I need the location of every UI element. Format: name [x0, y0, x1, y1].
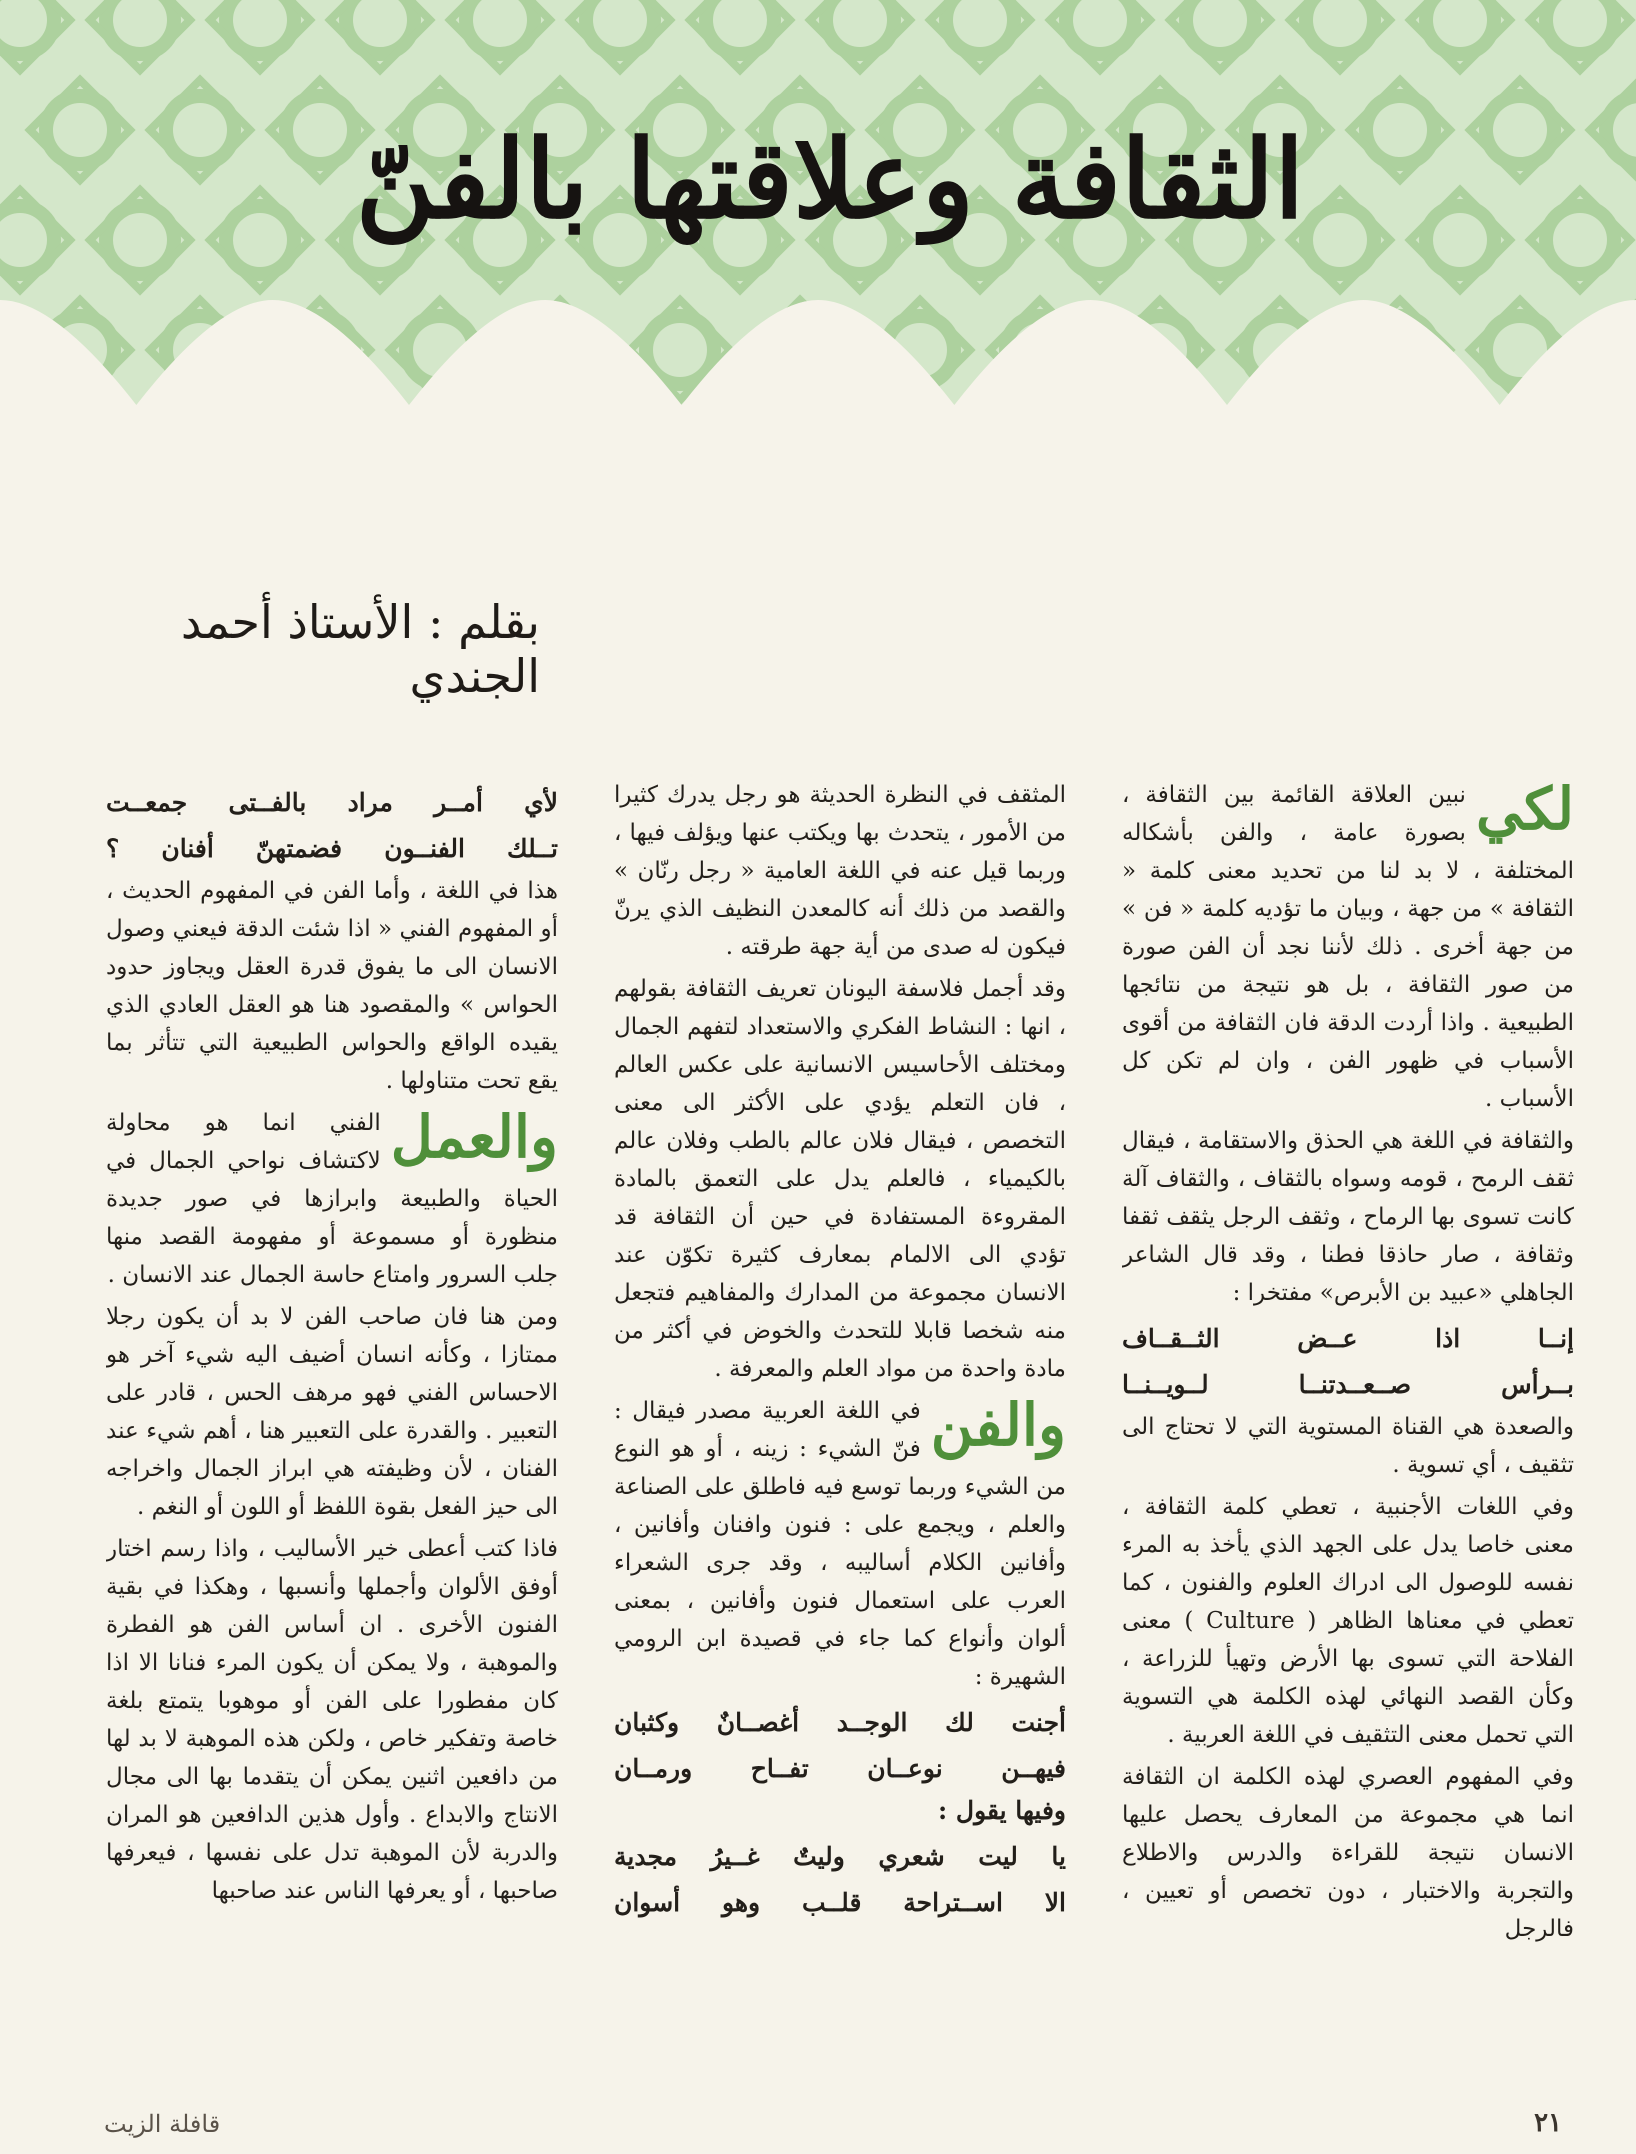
verse-line: أجنت لك الوجــد أغصــانٌ وكثبان [614, 1708, 1066, 1737]
paragraph: والصعدة هي القناة المستوية التي لا تحتاج الى تثقيف ، أي تسوية . [1122, 1414, 1574, 1478]
verse-lead: وفيها يقول : [937, 1796, 1066, 1825]
paragraph: وفي اللغات الأجنبية ، تعطي كلمة الثقافة ، معنى خاصا يدل على الجهد الذي يأخذ به المرء نفسه للوصول الى ادراك العلوم والفنون ، كما تعطي في معناها الظاهر ( Culture ) معنى الفلاحة التي تسوى بها الأرض وتهيأ للزراعة ، وكأن القصد النهائي لهذه الكلمة هي التسوية التي تحمل معنى التثقيف في اللغة العربية . [1122, 1494, 1574, 1748]
paragraph: لكي نبين العلاقة القائمة بين الثقافة ، بصورة عامة ، والفن بأشكاله المختلفة ، لا بد لنا من تحديد معنى كلمة « الثقافة » من جهة ، وبيان ما تؤديه كلمة « فن » من جهة أخرى . ذلك لأننا نجد أن الفن صورة من صور الثقافة ، بل هو نتيجة من نتائجها الطبيعية . واذا أردت الدقة فان الثقافة من أقوى الأسباب في ظهور الفن ، وان لم تكن كل الأسباب . [1122, 776, 1574, 1112]
verse-line: تــلك الفنــون فضمتهنّ أفنان ؟ [106, 834, 558, 863]
column-1 [1122, 776, 1574, 2066]
magazine-name: قافلة الزيت [104, 2110, 221, 2138]
byline: بقلم : الأستاذ أحمد الجندي [180, 595, 540, 703]
verse-line: يا ليت شعري وليتٌ غــيرُ مجدية [614, 1842, 1066, 1871]
page-footer [0, 2108, 1636, 2148]
page-number: ٢١ [1534, 2108, 1562, 2138]
column-2 [614, 776, 1066, 2066]
paragraph: فاذا كتب أعطى خير الأساليب ، واذا رسم اختار أوفق الألوان وأجملها وأنسبها ، وهكذا في بقية الفنون الأخرى . ان أساس الفن هو الفطرة والموهبة ، ولا يمكن أن يكون المرء فنانا الا اذا كان مفطورا على الفن أو موهوبا يتمتع بلغة خاصة وتفكير خاص ، ولكن هذه الموهبة لا بد لها من دافعين اثنين يمكن أن يتقدما بها الى مجال الانتاج والابداع . وأول هذين الدافعين هو المران والدربة لأن الموهبة تدل على نفسها ، فيعرفها صاحبها ، أو يعرفها الناس عند صاحبها [106, 1536, 558, 1904]
verse-line: لأي أمــر مراد بالفــتى جمعــت [106, 788, 558, 817]
paragraph: والفن في اللغة العربية مصدر فيقال : فنّ الشيء : زينه ، أو هو النوع من الشيء وربما توسع فيه فاطلق على الصناعة والعلم ، ويجمع على : فنون وافنان وأفانين ، وأفانين الكلام أساليبه ، وقد جرى الشعراء العرب على استعمال فنون وأفانين ، بمعنى ألوان وأنواع كما جاء في قصيدة ابن الرومي الشهيرة : [614, 1391, 1066, 1690]
verse-line: فيهــن نوعــان تفــاح ورمــان [614, 1754, 1066, 1783]
paragraph: والعمل الفني انما هو محاولة لاكتشاف نواحي الجمال في الحياة والطبيعة وابرازها في صور جديدة منظورة أو مسموعة أو مفهومة القصد منها جلب السرور وامتاع حاسة الجمال عند الانسان . [106, 1103, 558, 1288]
verse-line: بــرأس صــعــدتنــا لــويــنــا [1122, 1370, 1574, 1399]
article-title: الثقافة وعلاقتها بالفنّ [355, 117, 1305, 243]
column-3 [106, 776, 558, 2066]
paragraph: وقد أجمل فلاسفة اليونان تعريف الثقافة بقولهم ، انها : النشاط الفكري والاستعداد لتفهم الجمال ومختلف الأحاسيس الانسانية على عكس العالم ، فان التعلم يؤدي على الأكثر الى معنى التخصص ، فيقال فلان عالم بالطب وفلان عالم بالكيمياء ، فالعلم يدل على التعمق بالمادة المقروءة المستفادة في حين أن الثقافة قد تؤدي الى الالمام بمعارف كثيرة تكوّن عند الانسان مجموعة من المدارك والمفاهيم فتجعل منه شخصا قابلا للتحدث والخوض في أكثر من مادة واحدة من مواد العلم والمعرفة . [614, 976, 1066, 1382]
drop-word: والفن [930, 1391, 1066, 1459]
paragraph: المثقف في النظرة الحديثة هو رجل يدرك كثيرا من الأمور ، يتحدث بها ويكتب عنها ويؤلف فيها ، وربما قيل عنه في اللغة العامية « رجل رنّان » والقصد من ذلك أنه كالمعدن النظيف الذي يرنّ فيكون له صدى من أية جهة طرقته . [614, 782, 1066, 960]
article-columns [104, 776, 1574, 2066]
paragraph: وفي المفهوم العصري لهذه الكلمة ان الثقافة انما هي مجموعة من المعارف يحصل عليها الانسان نتيجة للقراءة والدرس والاطلاع والتجربة والاختبار ، دون تخصص أو تعيين ، فالرجل [1122, 1764, 1574, 1942]
drop-word: والعمل [390, 1103, 558, 1171]
drop-word: لكي [1475, 776, 1574, 843]
paragraph: هذا في اللغة ، وأما الفن في المفهوم الحديث ، أو المفهوم الفني « اذا شئت الدقة فيعني وصول الانسان الى ما يفوق قدرة العقل ويجاوز حدود الحواس » والمقصود هنا هو العقل العادي الذي يقيده الواقع والحواس الطبيعية التي تتأثر بما يقع تحت متناولها . [106, 878, 558, 1094]
verse-line: إنــا اذا عــض الثــقــاف [1122, 1324, 1574, 1353]
paragraph: والثقافة في اللغة هي الحذق والاستقامة ، فيقال ثقف الرمح ، قومه وسواه بالثقاف ، والثقاف آلة كانت تسوى بها الرماح ، وثقف الرجل يثقف ثقفا وثقافة ، صار حاذقا فطنا ، وقد قال الشاعر الجاهلي «عبيد بن الأبرص» مفتخرا : [1122, 1128, 1574, 1306]
verse-line: الا اســتراحة قلــب وهو أسوان [614, 1888, 1066, 1917]
paragraph: ومن هنا فان صاحب الفن لا بد أن يكون رجلا ممتازا ، وكأنه انسان أضيف اليه شيء آخر هو الاحساس الفني فهو مرهف الحس ، قادر على التعبير . والقدرة على التعبير هنا ، أهم شيء عند الفنان ، لأن وظيفته هي ابراز الجمال واخراجه الى حيز الفعل بقوة اللفظ أو اللون أو النغم . [106, 1304, 558, 1520]
